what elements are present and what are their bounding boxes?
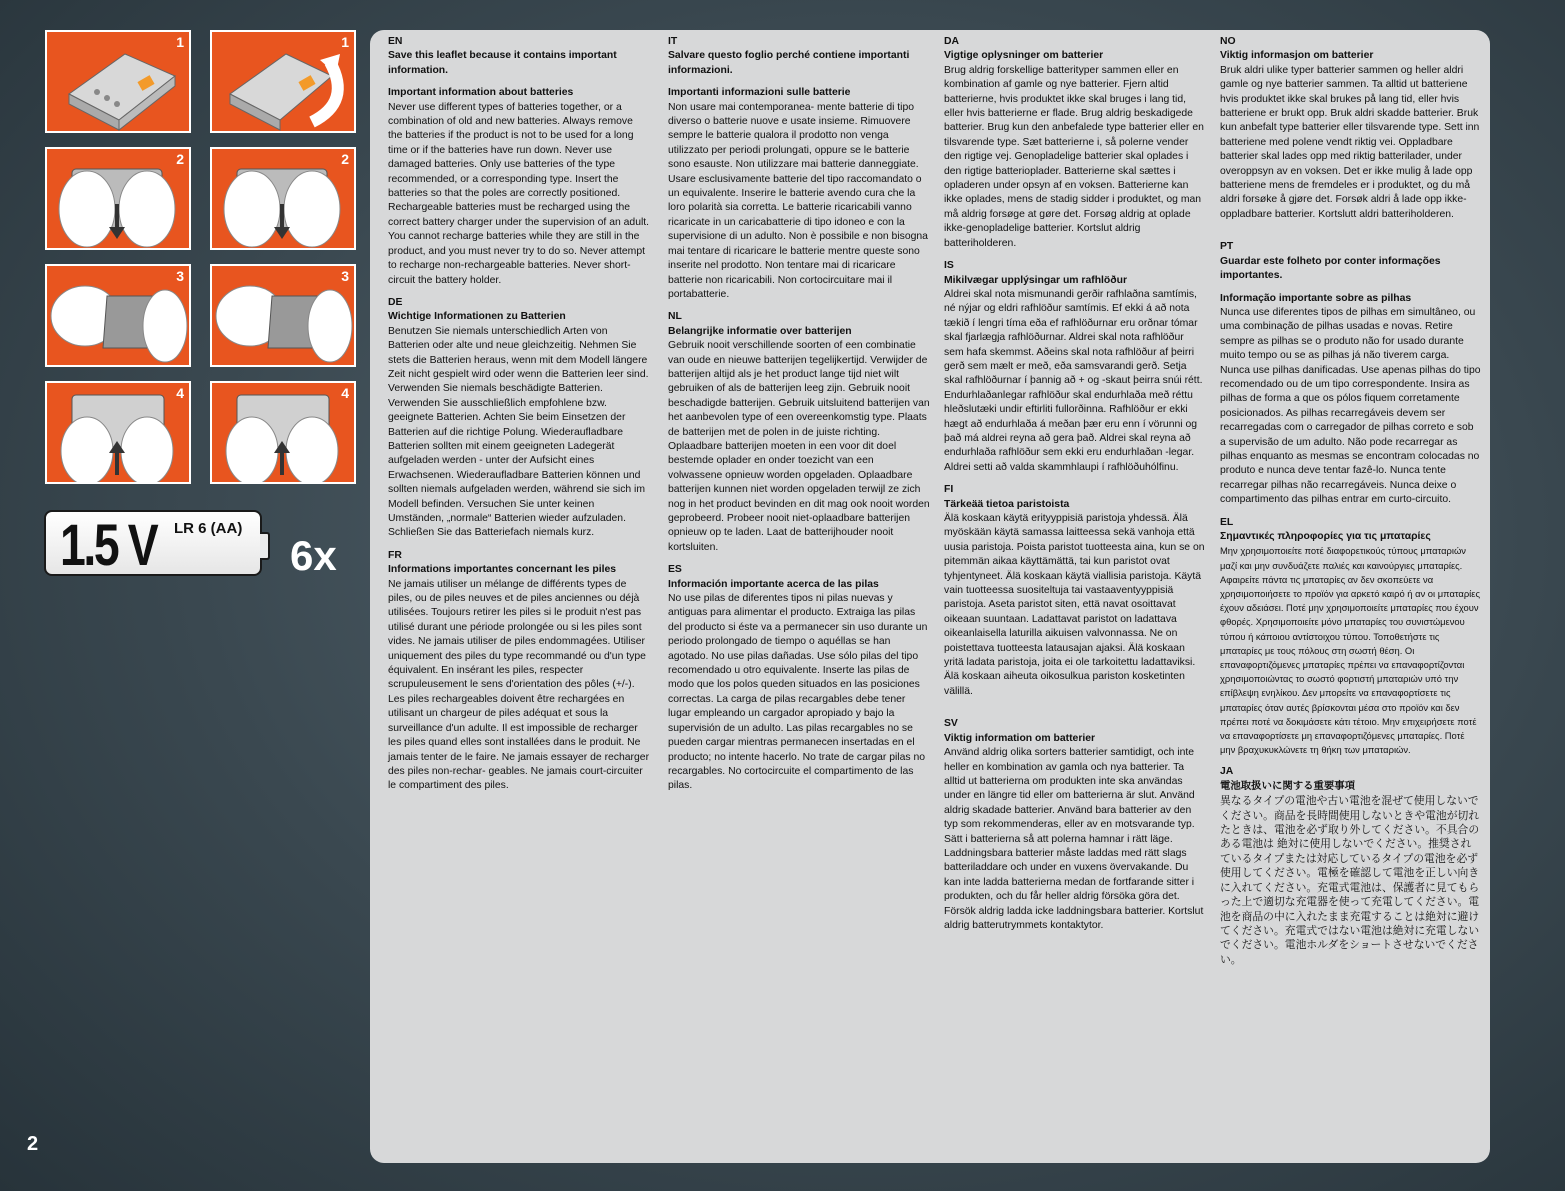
column-4 [1220,35,1482,975]
lang-code: EL [1220,516,1234,528]
section-es [668,563,930,794]
step-number: 3 [176,268,184,284]
lang-code: IS [944,260,954,272]
section-da [944,35,1206,251]
section-el [1220,516,1482,758]
column-3 [944,35,1206,941]
safety-text-panel [370,30,1490,1163]
page-number: 2 [27,1133,39,1155]
section-heading: Important information about batteries [388,87,574,99]
section-heading: Importanti informazioni sulle batterie [668,87,851,99]
step-3a-tile [45,264,191,367]
section-pt [1220,240,1482,507]
step-3b-tile [210,264,356,367]
column-1 [388,35,650,802]
section-sv [944,717,1206,933]
section-body: Μην χρησιμοποιείτε ποτέ διαφορετικούς τύπους μπαταριών μαζί και μην συνδυάζετε παλιές και καινούργιες μπαταρίες. Αφαιρείτε πάντα τις μπαταρίες αν δεν σκοπεύετε να χρησιμοποιήσετε το προϊόν για αρκετό καιρό ή αν οι μπαταρίες έχουν αδειάσει. Ποτέ μην χρησιμοποιείτε μπαταρίες που έχουν φθορές. Χρησιμοποιείτε μόνο μπαταρίες του συνιστώμενου τύπου ή κάποιου αντίστοιχου τύπου. Τοποθετήστε τις μπαταρίες με τους πόλους στη σωστή θέση. Οι επαναφορτιζόμενες μπαταρίες πρέπει να επαναφορτίζονται χρησιμοποιώντας το σωστό φορτιστή μπαταριών υπό την επίβλεψη ενηλίκου. Δεν μπορείτε να επαναφορτίσετε τις μπαταρίες όταν αυτές βρίσκονται μέσα στο προϊόν και δεν πρέπει ποτέ να δοκιμάσετε κάτι τέτοιο. Μην επιχειρήσετε ποτέ να επαναφορτίσετε μη επαναφορτιζόμενες μπαταρίες. Ποτέ μην βραχυκυκλώνετε τη θήκη των μπαταριών. [1220,545,1480,756]
step-4a-tile [45,381,191,484]
section-heading: Save this leaflet because it contains important information. [388,50,617,76]
step-1b-tile [210,30,356,133]
step-number: 4 [176,385,184,401]
section-heading: Mikilvægar upplýsingar um rafhlöður [944,274,1128,286]
hands-insert-icon [212,266,356,367]
step-number: 3 [341,268,349,284]
lang-code: SV [944,718,958,730]
section-body: Använd aldrig olika sorters batterier samtidigt, och inte heller en kombination av gamla och nya batterier. Ta alltid ut batterierna om produkten inte ska användas under en längre tid eller om batterierna är slut. Använd aldrig skadade batterier. Använd bara batterier av den typ som rekommenderas, eller av en motsvarande typ. Sätt i batterierna så att polerna hamnar i rätt läge. Laddningsbara batterier måste laddas med rätt slags batteriladdare och under en vuxens övervakande. Du kan inte ladda batterierna medan de fortfarande sitter i produkten, och du får heller aldrig försöka göra det. Försök aldrig ladda icke laddningsbara batterier. Kortslut aldrig batterutrymmets kontaktytor. [944,747,1204,931]
section-heading: Informação importante sobre as pilhas [1220,292,1412,304]
section-heading: Guardar este folheto por conter informações importantes. [1220,255,1441,282]
section-is [944,259,1206,475]
section-heading: Informations importantes concernant les piles [388,564,617,576]
battery-type: LR 6 (AA) [174,520,243,537]
step-number: 2 [176,151,184,167]
section-fi [944,483,1206,699]
section-heading: Tärkeää tietoa paristoista [944,498,1070,510]
section-heading: Vigtige oplysninger om batterier [944,50,1104,62]
lang-code: FI [944,484,954,496]
section-ja [1220,765,1482,967]
section-heading: Viktig information om batterier [944,732,1096,744]
battery-count: 6x [290,532,337,579]
section-heading: Información importante acerca de las pilas [668,578,879,590]
step-2a-tile [45,147,191,250]
section-it [668,35,930,302]
section-fr [388,549,650,794]
section-body: 異なるタイプの電池や古い電池を混ぜて使用しないでください。商品を長時間使用しないときや電池が切れたときは、電池を必ず取り外してください。不具合のある電池は 絶対に使用しないでください。推奨されているタイプまたは対応しているタイプの電池を必ず使用してください。電極を確認して電池を正しい向きに入れてください。充電式電池は、保護者に見てもらった上で適切な充電器を使って充電してください。電池を商品の中に入れたまま充電することは絶対に避けてください。充電式ではない電池は絶対に充電しないでください。電池ホルダをショートさせないでください。 [1220,795,1480,966]
battery-terminal-icon [260,532,270,560]
section-body: Non usare mai contemporanea- mente batterie di tipo diverso o batterie nuove e usate insieme. Rimuovere sempre le batterie qualora il prodotto non venga utilizzato per periodi prolungati, oppure se le batterie sono esauste. Non utilizzare mai batterie danneggiate. Usare esclusivamente batterie del tipo raccomandato o un equivalente. Inserire le batterie avendo cura che la loro polarità sia corretta. Le batterie ricaricabili vanno ricaricate in un caricabatterie di tipo idoneo e con la supervisione di un adulto. Non è possibile e non bisogna mai tentare di ricaricare le batterie mentre queste sono inserite nel prodotto. Non tentare mai di ricaricare batterie non ricaricabili. Non cortocircuitare mai il portabatterie. [668,101,928,300]
section-body: Ne jamais utiliser un mélange de différents types de piles, ou de piles neuves et de piles anciennes ou déjà utilisées. Toujours retirer les piles si le produit n'est pas utilisé durant une période prolongée ou si les piles sont vides. Ne jamais utiliser de piles endommagées. Utiliser uniquement des piles du type recommandé ou d'un type équivalent. En insérant les piles, respecter scrupuleusement le sens d'orientation des pôles (+/-). Les piles rechargeables doivent être rechargées en utilisant un chargeur de piles adéquat et sous la surveillance d'un adulte. Il est impossible de recharger les piles quand elles sont installées dans le produit. Ne jamais tenter de le faire. Ne jamais essayer de recharger des piles non-rechar- geables. Ne jamais court-circuiter le compartiment des piles. [388,578,650,792]
lang-code: FR [388,549,402,561]
section-body: Nunca use diferentes tipos de pilhas em simultâneo, ou uma combinação de pilhas usadas e novas. Retire sempre as pilhas se o produto não for usado durante muito tempo ou se as pilhas já não tiverem carga. Nunca use pilhas danificadas. Use apenas pilhas do tipo recomendado ou de um tipo correspondente. Insira as pilhas de forma a que os pólos fiquem corretamente posicionados. As pilhas recarregáveis devem ser recarregadas com o carregador de pilhas correto e sob a supervisão de um adulto. Não pode recarregar as pilhas enquanto as mesmas se encontram colocadas no produto e nunca deve tentar fazê-lo. Nunca tente recarregar pilhas não recarregáveis. Nunca deixe o compartimento das pilhas entrar em curto-circuito. [1220,306,1481,506]
battery-box-open-icon [212,32,356,133]
section-body: Never use different types of batteries together, or a combination of old and new batteries. Always remove the batteries if the product is not to be used for a long time or if the batteries have run down. Never use damaged batteries. Only use batteries of the type recommended, or a corresponding type. Insert the batteries so that the poles are correctly positioned. Rechargeable batteries must be recharged using the correct battery charger under the supervision of an adult. You cannot recharge batteries while they are still in the product, and you must never try to do so. Never attempt to recharge non-rechargeable batteries. Never short-circuit the battery holder. [388,101,650,286]
section-body: Gebruik nooit verschillende soorten of een combinatie van oude en nieuwe batterijen tegelijkertijd. Verwijder de batterijen altijd als je het product lange tijd niet wilt gebruiken of als de batterijen leeg zijn. Gebruik nooit beschadigde batterijen. Gebruik uitsluitend batterijen van het aanbevolen type of een overeenkomstig type. Plaats de batterijen met de polen in de juiste richting. Oplaadbare batterijen moeten in een voor dit doel bestemde oplader en onder toezicht van een volwassene opnieuw worden opgeladen. Oplaadbare batterijen kunnen niet worden opgeladen terwijl ze zich nog in het product bevinden en dit mag ook nooit worden geprobeerd. Probeer nooit niet-oplaadbare batterijen opnieuw op te laden. Laat de batterijhouder nooit kortsluiten. [668,340,930,553]
hands-close-icon [47,383,191,484]
step-number: 4 [341,385,349,401]
section-nl [668,310,930,555]
lang-code: JA [1220,766,1234,778]
lang-code: ES [668,564,682,576]
step-number: 1 [176,34,184,50]
lang-code: DE [388,296,403,308]
step-4b-tile [210,381,356,484]
section-body: No use pilas de diferentes tipos ni pilas nuevas y antiguas para alimentar el producto. Extraiga las pilas del producto si éste va a permanecer sin uso durante un periodo prolongado de tiempo o aquéllas se han agotado. No use pilas dañadas. Use sólo pilas del tipo recomendado u otro equivalente. Inserte las pilas de modo que los polos queden situados en las posiciones correctas. La carga de pilas recargables debe tener lugar empleando un cargador apropiado y bajo la supervisión de un adulto. Las pilas recargables no se pueden cargar mientras permanecen insertadas en el producto; no intente hacerlo. No trate de cargar pilas no recargables. No cortocircuite el compartimento de las pilas. [668,593,928,792]
battery-voltage: 1.5 V [60,513,157,578]
column-2 [668,35,930,802]
step-number: 1 [341,34,349,50]
hands-press-icon [47,149,191,250]
lang-code: PT [1220,241,1234,253]
section-body: Bruk aldri ulike typer batterier sammen og heller aldri gamle og nye batterier sammen. Ta alltid ut batteriene hvis produktet ikke skal brukes på lang tid, eller hvis batteriene er brukt opp. Bruk aldri skadde batterier. Bruk kun anbefalt type batterier eller tilsvarende type. Sett inn batteriene med polene vendt riktig vei. Oppladbare batterier skal lades opp med riktig batterilader, under overoppsyn av en voksen. Det er ikke mulig å lade opp batteriene mens de fremdeles er i produktet, og du må aldri forsøke å gjøre det. Forsøk aldri å lade opp ikke-oppladbare batterier. Kortslutt aldri batteriholderen. [1220,64,1480,220]
section-body: Benutzen Sie niemals unterschiedlich Arten von Batterien oder alte und neue gleichzeitig. Nehmen Sie stets die Batterien heraus, wenn mit dem Modell längere Zeit nicht gespielt wird oder wenn die Batterien leer sind. Verwenden Sie niemals beschädigte Batterien. Verwenden Sie ausschließlich empfohlene bzw. geeignete Batterien. Achten Sie beim Einsetzen der Batterien auf die richtige Polung. Wiederaufladbare Batterien sollten mit einem geeigneten Ladegerät aufgeladen werden - unter der Aufsicht eines Erwachsenen. Wiederaufladbare Batterien können und sollten niemals aufgeladen werden, während sie sich im Modell befinden. Versuchen Sie unter keinen Umständen, „normale“ Batterien wieder aufzuladen. Schließen Sie das Batteriefach niemals kurz. [388,325,649,539]
section-body: Älä koskaan käytä erityyppisiä paristoja yhdessä. Älä myöskään käytä samassa laitteessa sekä vanhoja että uusia paristoja. Poista paristot tuotteesta aina, kun se on pitemmän aikaa käyttämättä, tai kun paristot ovat tyhjentyneet. Älä koskaan käytä viallisia paristoja. Käytä vain tuotteessa suositeltuja tai vastaaventyyppisiä paristoja. Aseta paristot siten, että navat osoittavat oikeaan suuntaan. Ladattavat paristot on ladattava oikeanlaisella laturilla aikuisen valvonnassa. Ne on poistettava tuotteesta latausajan ajaksi. Älä koskaan yritä ladata paristoja, joita ei ole tarkoitettu ladattaviksi. Älä koskaan aiheuta oikosulkua pariston kosketinten välillä. [944,513,1205,697]
lang-code: EN [388,36,403,47]
hands-close-icon [212,383,356,484]
step-number: 2 [341,151,349,167]
battery-badge [44,510,262,576]
section-heading: Salvare questo foglio perché contiene importanti informazioni. [668,50,910,76]
hands-insert-icon [47,266,191,367]
section-heading: Σημαντικές πληροφορίες για τις μπαταρίες [1220,531,1431,542]
lang-code: NL [668,311,682,323]
section-heading: 電池取扱いに関する重要事項 [1220,780,1356,792]
step-1a-tile [45,30,191,133]
section-body: Aldrei skal nota mismunandi gerðir rafhlaðna samtímis, né nýjar og eldri rafhlöður samtímis. Ef ekki á að nota tækið í lengri tíma eða ef rafhlöðurnar eru orðnar tómar skal fjarlægja rafhlöðurnar. Aldrei skal nota rafhlöður sem hafa skemmst. Aðeins skal nota rafhlöður af þeirri gerð sem mælt er með, eða samsvarandi gerð. Setja skal rafhlöðurnar í þannig að + og -skaut þeirra snúi rétt. Endurhlaðanlegar rafhlöður skal endurhlaða með réttu hleðslutæki undir eftirliti fullorðinna. Rafhlöður er ekki hægt að endurhlaða á meðan þær eru enn í vörunni og það má aldrei reyna að gera það. Aldrei skal reyna að endurhlaða rafhlöður sem ekki eru endurhlaðan -legar. Aldrei setti að valda skammhlaupi í rafhlöðuhólfinu. [944,288,1203,473]
hands-press-icon [212,149,356,250]
section-heading: Belangrijke informatie over batterijen [668,325,852,337]
lang-code: DA [944,36,960,47]
section-no [1220,35,1482,222]
section-body: Brug aldrig forskellige batterityper sammen eller en kombination af gamle og nye batterier. Fjern altid batterierne, hvis produktet ikke skal bruges i lang tid, eller hvis batterierne er flade. Brug aldrig beskadigede batterier. Brug kun den anbefalede type batterier eller en tilsvarende type. Sæt batterierne i, så polerne vender den rigtige vej. Genopladelige batterier skal oplades i den rigtige batterioplader. Batterierne skal sættes i opladeren under opsyn af en voksen. Batterierne kan ikke oplades, mens de stadig sidder i produktet, og man må aldrig forsøge at gøre det. Forsøg aldrig at oplade ikke-genopladelige batterier. Kortslut aldrig batteriholderen. [944,64,1204,249]
lang-code: IT [668,36,678,47]
lang-code: NO [1220,36,1236,47]
section-heading: Viktig informasjon om batterier [1220,50,1374,62]
section-heading: Wichtige Informationen zu Batterien [388,311,566,323]
section-en [388,35,650,288]
section-de [388,296,650,541]
step-2b-tile [210,147,356,250]
battery-box-icon [47,32,191,133]
